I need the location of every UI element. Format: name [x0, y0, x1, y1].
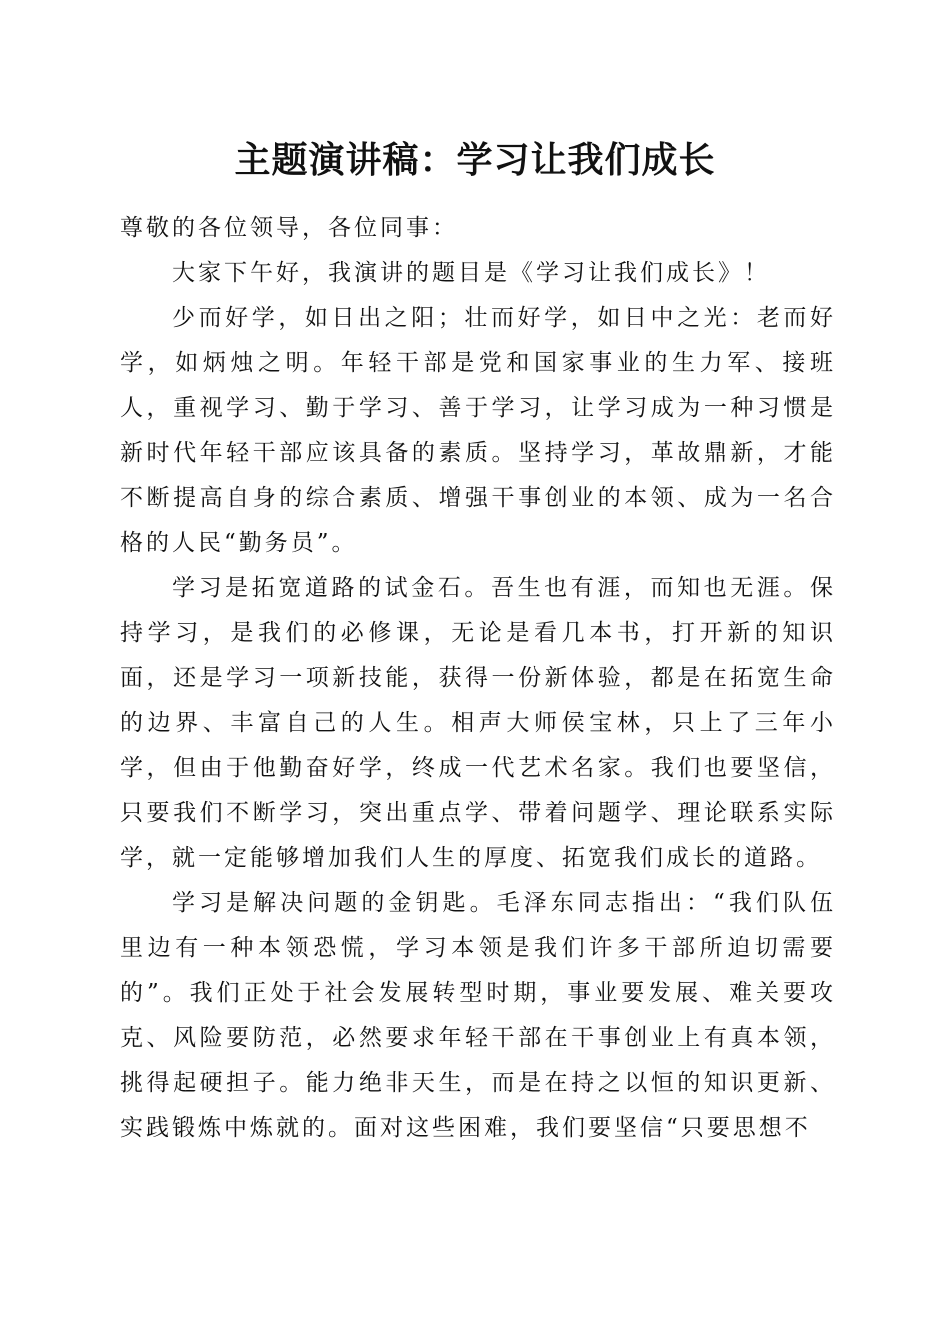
paragraph-solve-problems: 学习是解决问题的金钥匙。毛泽东同志指出：“我们队伍里边有一种本领恐慌，学习本领是我们许多干部所迫切需要的”。我们正处于社会发展转型时期，事业要发展、难关要攻克、风险要防范，必然要求年轻干部在干事创业上有真本领，挑得起硬担子。能力绝非天生，而是在持之以恒的知识更新、实践锻炼中炼就的。面对这些困难，我们要坚信“只要思想不 — [120, 890, 836, 1141]
salutation: 尊敬的各位领导，各位同事： — [120, 215, 458, 241]
paragraph-intro: 少而好学，如日出之阳；壮而好学，如日中之光：老而好学，如炳烛之明。年轻干部是党和国家事业的生力军、接班人，重视学习、勤于学习、善于学习，让学习成为一种习惯是新时代年轻干部应该具备的素质。坚持学习，革故鼎新，才能不断提高自身的综合素质、增强干事创业的本领、成为一名合格的人民“勤务员”。 — [120, 305, 836, 556]
paragraph-greeting: 大家下午好，我演讲的题目是《学习让我们成长》！ — [172, 260, 770, 286]
document-title: 主题演讲稿：学习让我们成长 — [234, 139, 716, 181]
document-body — [120, 206, 836, 1151]
paragraph-broaden-path: 学习是拓宽道路的试金石。吾生也有涯，而知也无涯。保持学习，是我们的必修课，无论是看几本书，打开新的知识面，还是学习一项新技能，获得一份新体验，都是在拓宽生命的边界、丰富自己的人生。相声大师侯宝林，只上了三年小学，但由于他勤奋好学，终成一代艺术名家。我们也要坚信，只要我们不断学习，突出重点学、带着问题学、理论联系实际学，就一定能够增加我们人生的厚度、拓宽我们成长的道路。 — [120, 575, 836, 871]
